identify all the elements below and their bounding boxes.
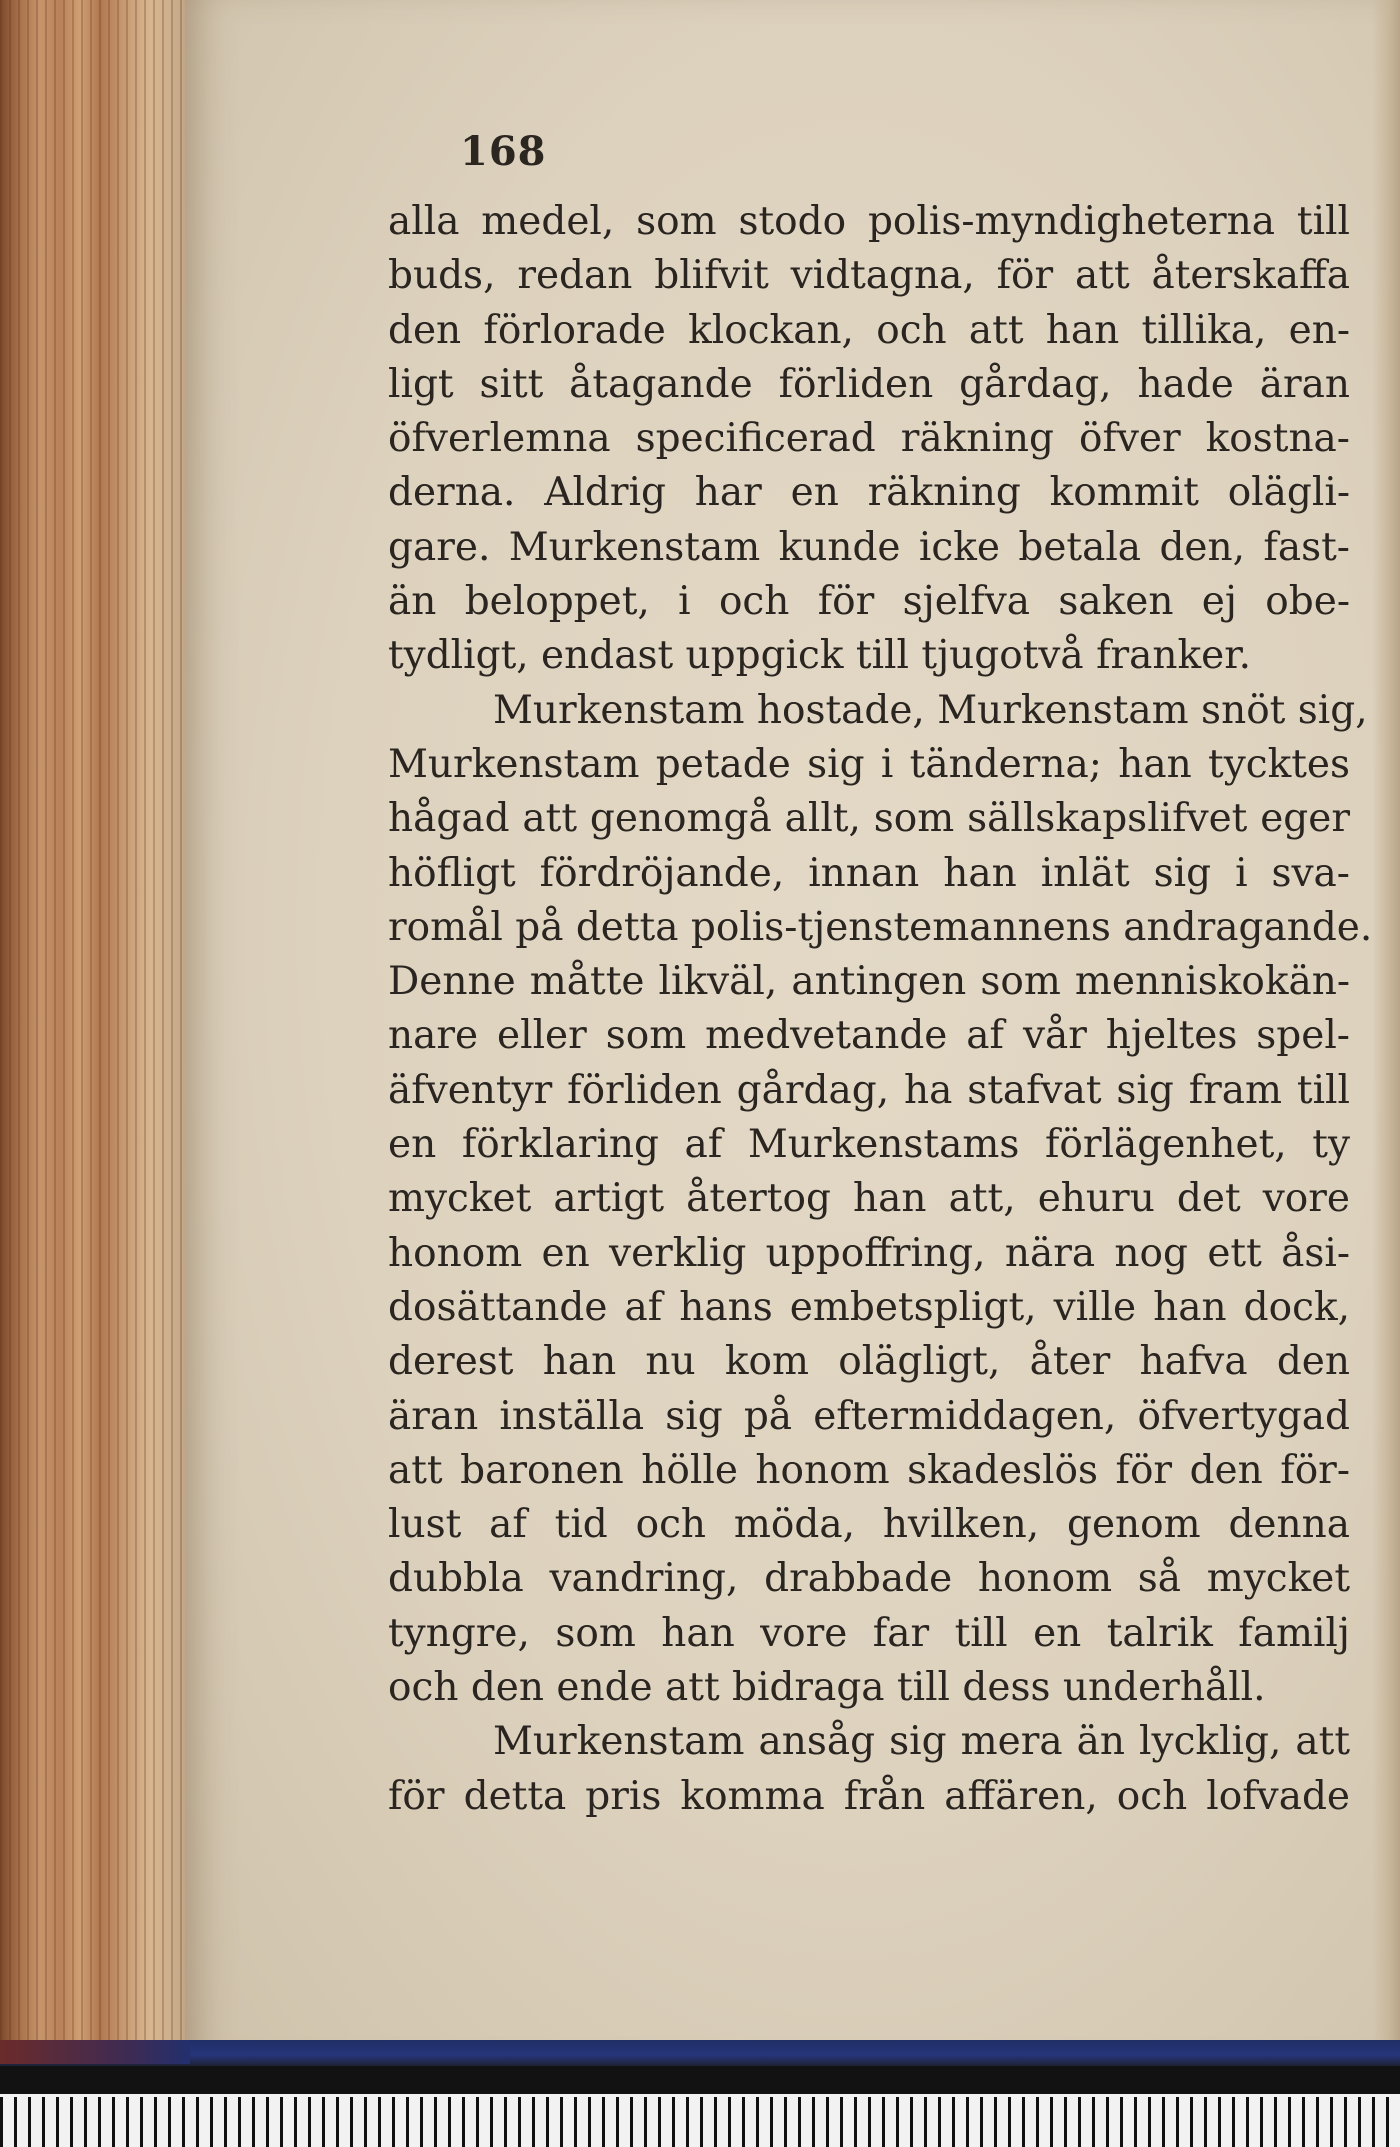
scanner-bed-band [0,2066,1400,2094]
body-text [388,195,1373,1824]
text-line: ligt sitt åtagande förliden gårdag, hade äran [388,361,1350,407]
text-line: Murkenstam ansåg sig mera än lycklig, att [493,1719,1350,1765]
text-line: buds, redan blifvit vidtagna, för att återskaffa [388,253,1350,299]
text-line: dubbla vandring, drabbade honom så mycket [388,1556,1350,1602]
text-line: en förklaring af Murkenstams förlägenhet, ty [388,1122,1350,1168]
text-line: den förlorade klockan, och att han tillika, en- [388,307,1350,353]
text-line: derna. Aldrig har en räkning kommit olägli- [388,470,1350,516]
text-line: Denne måtte likväl, antingen som menniskokän- [388,959,1350,1005]
text-line: Murkenstam petade sig i tänderna; han tycktes [388,741,1350,787]
text-line: äran inställa sig på eftermiddagen, öfvertygad [388,1393,1350,1439]
text-line: tydligt, endast uppgick till tjugotvå franker. [388,633,1251,679]
text-line: och den ende att bidraga till dess underhåll. [388,1665,1266,1711]
text-line: höfligt fördröjande, innan han inlät sig i sva- [388,850,1350,896]
text-line: lust af tid och möda, hvilken, genom denna [388,1502,1350,1548]
text-line: öfverlemna specificerad räkning öfver kostna- [388,416,1350,462]
text-line: att baronen hölle honom skadeslös för den för- [388,1447,1350,1493]
text-line: tyngre, som han vore far till en talrik familj [388,1610,1350,1656]
text-line: hågad att genomgå allt, som sällskapslifvet eger [388,796,1350,842]
text-line: alla medel, som stodo polis-myndigheterna till [388,199,1350,244]
text-line: derest han nu kom olägligt, åter hafva den [388,1339,1350,1385]
page-edges-texture [0,0,190,2060]
text-line: äfventyr förliden gårdag, ha stafvat sig fram till [388,1067,1350,1113]
scanner-cloth-strip-left [0,2040,190,2064]
text-line: mycket artigt återtog han att, ehuru det vore [388,1176,1350,1222]
text-line: nare eller som medvetande af vår hjeltes spel- [388,1013,1350,1059]
text-line: honom en verklig uppoffring, nära nog ett åsi- [388,1230,1350,1276]
page-fold-shadow [1372,0,1400,2060]
text-line: Murkenstam hostade, Murkenstam snöt sig, [493,687,1368,733]
text-line: dosättande af hans embetspligt, ville han dock, [388,1284,1350,1330]
text-line: för detta pris komma från affären, och lofvade [388,1773,1350,1819]
text-line: än beloppet, i och för sjelfva saken ej obe- [388,579,1350,625]
page-number: 168 [460,128,547,175]
text-line: gare. Murkenstam kunde icke betala den, fast- [388,524,1350,570]
text-line: romål på detta polis-tjenstemannens andragande. [388,904,1373,950]
scanner-ruler-barcode [0,2094,1400,2147]
